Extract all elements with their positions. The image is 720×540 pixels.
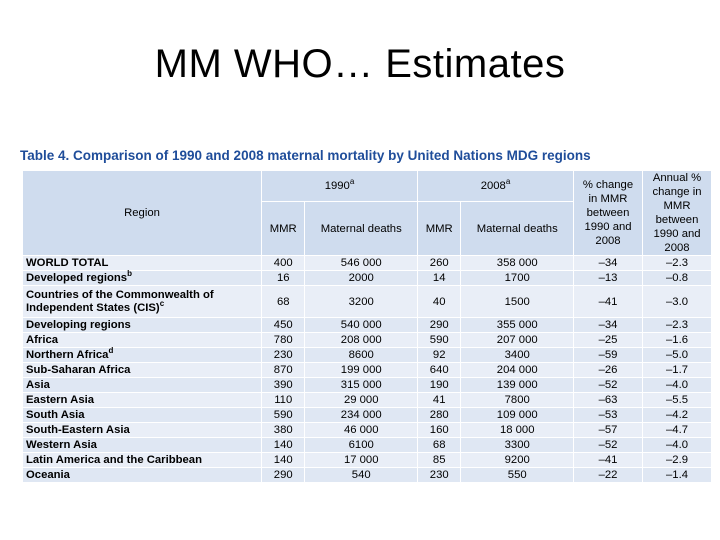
table-row bbox=[23, 408, 712, 423]
region-cell: Developing regions bbox=[23, 318, 262, 333]
mmr-1990-cell: 400 bbox=[262, 256, 305, 271]
mmr-2008-cell: 260 bbox=[417, 256, 460, 271]
region-cell: WORLD TOTAL bbox=[23, 256, 262, 271]
mmr-1990-cell: 290 bbox=[262, 468, 305, 483]
table-row bbox=[23, 318, 712, 333]
pct-change-cell: –22 bbox=[574, 468, 643, 483]
region-cell: Countries of the Commonwealth of Independent States (CIS)$^c$ bbox=[23, 286, 262, 318]
mmr-1990-cell: 380 bbox=[262, 423, 305, 438]
mmr-1990-cell: 140 bbox=[262, 453, 305, 468]
deaths-2008-cell: 355 000 bbox=[461, 318, 574, 333]
region-cell: Asia bbox=[23, 378, 262, 393]
deaths-2008-header: Maternal deaths bbox=[461, 202, 574, 256]
pct-change-cell: –13 bbox=[574, 271, 643, 286]
deaths-2008-cell: 9200 bbox=[461, 453, 574, 468]
region-cell: Africa bbox=[23, 333, 262, 348]
deaths-1990-cell: 546 000 bbox=[305, 256, 418, 271]
pct-change-cell: –52 bbox=[574, 438, 643, 453]
mmr-1990-cell: 780 bbox=[262, 333, 305, 348]
region-cell: Oceania bbox=[23, 468, 262, 483]
mmr-1990-cell: 68 bbox=[262, 286, 305, 318]
annual-change-cell: –4.7 bbox=[643, 423, 712, 438]
deaths-2008-cell: 18 000 bbox=[461, 423, 574, 438]
table-row bbox=[23, 256, 712, 271]
mmr-2008-cell: 640 bbox=[417, 363, 460, 378]
deaths-1990-cell: 540 bbox=[305, 468, 418, 483]
mmr-1990-cell: 390 bbox=[262, 378, 305, 393]
deaths-1990-cell: 540 000 bbox=[305, 318, 418, 333]
pct-change-header: % change in MMR between 1990 and 2008 bbox=[574, 171, 643, 256]
table-row bbox=[23, 363, 712, 378]
mmr-2008-cell: 590 bbox=[417, 333, 460, 348]
deaths-1990-cell: 234 000 bbox=[305, 408, 418, 423]
mmr-2008-cell: 190 bbox=[417, 378, 460, 393]
footnote-marker: d bbox=[108, 346, 114, 356]
mmr-2008-cell: 160 bbox=[417, 423, 460, 438]
deaths-2008-cell: 207 000 bbox=[461, 333, 574, 348]
mmr-1990-cell: 450 bbox=[262, 318, 305, 333]
mmr-2008-header: MMR bbox=[417, 202, 460, 256]
annual-pct-change-header: Annual % change in MMR between 1990 and 2008 bbox=[643, 171, 712, 256]
mmr-1990-cell: 590 bbox=[262, 408, 305, 423]
year-2008-header: 2008$^a$ bbox=[417, 171, 573, 202]
deaths-1990-cell: 17 000 bbox=[305, 453, 418, 468]
annual-change-cell: –1.6 bbox=[643, 333, 712, 348]
deaths-1990-cell: 29 000 bbox=[305, 393, 418, 408]
annual-change-cell: –4.0 bbox=[643, 438, 712, 453]
table-row bbox=[23, 393, 712, 408]
mmr-2008-cell: 280 bbox=[417, 408, 460, 423]
pct-change-cell: –52 bbox=[574, 378, 643, 393]
annual-change-cell: –0.8 bbox=[643, 271, 712, 286]
region-cell: Developed regions$^b$ bbox=[23, 271, 262, 286]
deaths-1990-cell: 6100 bbox=[305, 438, 418, 453]
pct-change-cell: –53 bbox=[574, 408, 643, 423]
annual-change-cell: –4.0 bbox=[643, 378, 712, 393]
deaths-1990-cell: 46 000 bbox=[305, 423, 418, 438]
deaths-1990-cell: 199 000 bbox=[305, 363, 418, 378]
deaths-2008-cell: 109 000 bbox=[461, 408, 574, 423]
mmr-1990-header: MMR bbox=[262, 202, 305, 256]
region-cell: Western Asia bbox=[23, 438, 262, 453]
deaths-2008-cell: 3400 bbox=[461, 348, 574, 363]
mmr-2008-cell: 40 bbox=[417, 286, 460, 318]
deaths-2008-cell: 204 000 bbox=[461, 363, 574, 378]
maternal-mortality-table bbox=[22, 170, 712, 483]
annual-change-cell: –5.0 bbox=[643, 348, 712, 363]
deaths-1990-cell: 2000 bbox=[305, 271, 418, 286]
annual-change-cell: –1.7 bbox=[643, 363, 712, 378]
deaths-1990-cell: 3200 bbox=[305, 286, 418, 318]
region-cell: Latin America and the Caribbean bbox=[23, 453, 262, 468]
region-cell: South Asia bbox=[23, 408, 262, 423]
region-cell: Northern Africa$^d$ bbox=[23, 348, 262, 363]
annual-change-cell: –5.5 bbox=[643, 393, 712, 408]
table-body bbox=[23, 256, 712, 483]
mmr-1990-cell: 870 bbox=[262, 363, 305, 378]
mmr-2008-cell: 230 bbox=[417, 468, 460, 483]
deaths-2008-cell: 139 000 bbox=[461, 378, 574, 393]
mmr-2008-cell: 290 bbox=[417, 318, 460, 333]
annual-change-cell: –1.4 bbox=[643, 468, 712, 483]
region-header: Region bbox=[23, 171, 262, 256]
annual-change-cell: –2.9 bbox=[643, 453, 712, 468]
annual-change-cell: –2.3 bbox=[643, 256, 712, 271]
table-row bbox=[23, 438, 712, 453]
deaths-2008-cell: 1500 bbox=[461, 286, 574, 318]
deaths-2008-cell: 7800 bbox=[461, 393, 574, 408]
mmr-2008-cell: 14 bbox=[417, 271, 460, 286]
slide-title: MM WHO… Estimates bbox=[154, 42, 566, 86]
deaths-1990-cell: 315 000 bbox=[305, 378, 418, 393]
footnote-marker: b bbox=[127, 269, 132, 279]
deaths-2008-cell: 3300 bbox=[461, 438, 574, 453]
table-row bbox=[23, 453, 712, 468]
table-row bbox=[23, 286, 712, 318]
pct-change-cell: –41 bbox=[574, 453, 643, 468]
table-row bbox=[23, 271, 712, 286]
table-row bbox=[23, 378, 712, 393]
deaths-1990-cell: 8600 bbox=[305, 348, 418, 363]
mmr-1990-cell: 16 bbox=[262, 271, 305, 286]
deaths-2008-cell: 1700 bbox=[461, 271, 574, 286]
pct-change-cell: –26 bbox=[574, 363, 643, 378]
table-row bbox=[23, 423, 712, 438]
deaths-1990-cell: 208 000 bbox=[305, 333, 418, 348]
annual-change-cell: –3.0 bbox=[643, 286, 712, 318]
mmr-2008-cell: 41 bbox=[417, 393, 460, 408]
mmr-2008-cell: 68 bbox=[417, 438, 460, 453]
pct-change-cell: –63 bbox=[574, 393, 643, 408]
table-row bbox=[23, 348, 712, 363]
pct-change-cell: –41 bbox=[574, 286, 643, 318]
pct-change-cell: –25 bbox=[574, 333, 643, 348]
mmr-1990-cell: 140 bbox=[262, 438, 305, 453]
region-cell: Sub-Saharan Africa bbox=[23, 363, 262, 378]
table-row bbox=[23, 468, 712, 483]
footnote-marker: c bbox=[159, 298, 165, 308]
deaths-2008-cell: 358 000 bbox=[461, 256, 574, 271]
mmr-1990-cell: 230 bbox=[262, 348, 305, 363]
mmr-2008-cell: 92 bbox=[417, 348, 460, 363]
region-cell: South-Eastern Asia bbox=[23, 423, 262, 438]
deaths-1990-header: Maternal deaths bbox=[305, 202, 418, 256]
pct-change-cell: –34 bbox=[574, 256, 643, 271]
annual-change-cell: –4.2 bbox=[643, 408, 712, 423]
table-caption: Table 4. Comparison of 1990 and 2008 maternal mortality by United Nations MDG regions bbox=[20, 148, 591, 163]
annual-change-cell: –2.3 bbox=[643, 318, 712, 333]
deaths-2008-cell: 550 bbox=[461, 468, 574, 483]
mmr-1990-cell: 110 bbox=[262, 393, 305, 408]
mmr-2008-cell: 85 bbox=[417, 453, 460, 468]
region-cell: Eastern Asia bbox=[23, 393, 262, 408]
pct-change-cell: –57 bbox=[574, 423, 643, 438]
pct-change-cell: –59 bbox=[574, 348, 643, 363]
pct-change-cell: –34 bbox=[574, 318, 643, 333]
table-row bbox=[23, 333, 712, 348]
year-1990-header: 1990$^a$ bbox=[262, 171, 418, 202]
